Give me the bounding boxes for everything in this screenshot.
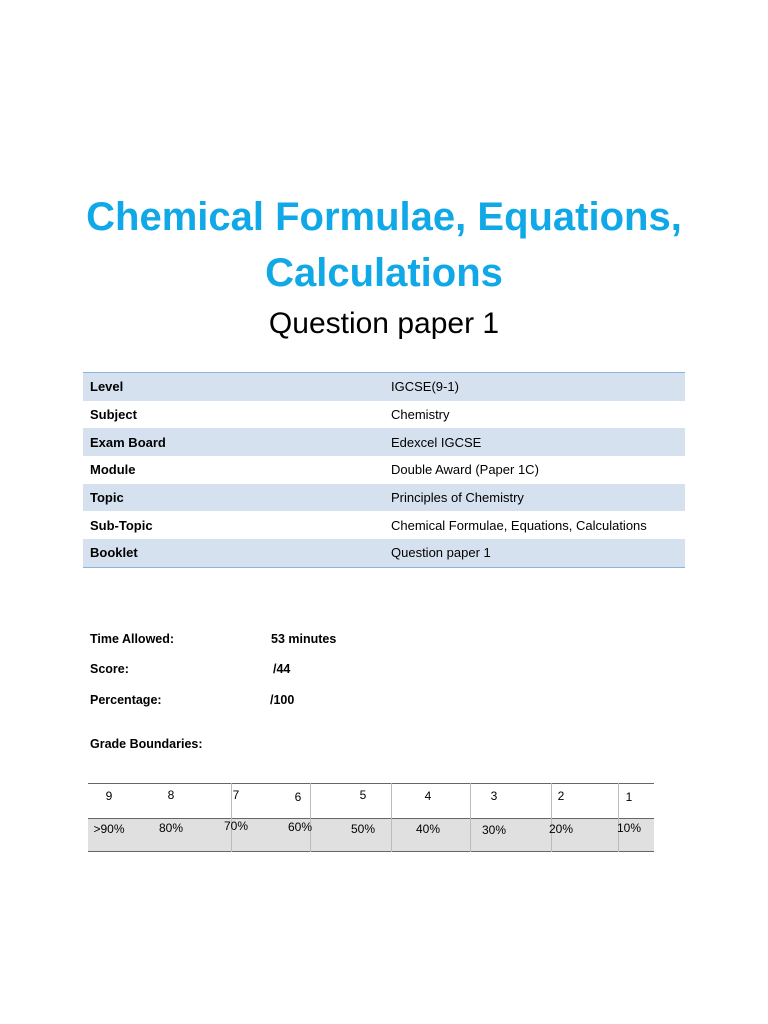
- info-row: [83, 456, 685, 484]
- document-title: Chemical Formulae, Equations,: [86, 195, 682, 239]
- info-row: [83, 484, 685, 512]
- percent-cell: 20%: [548, 822, 574, 836]
- score-value: /44: [273, 662, 291, 676]
- info-table: [83, 372, 685, 568]
- grade-cell: 7: [232, 788, 240, 802]
- percent-cell: 10%: [616, 821, 642, 835]
- document-subtitle: Question paper 1: [268, 307, 500, 340]
- grade-cell: 3: [490, 789, 498, 803]
- grade-cell: 4: [424, 789, 432, 803]
- grade-cell: 2: [557, 789, 565, 803]
- info-value: Question paper 1: [384, 539, 685, 567]
- info-row: [83, 511, 685, 539]
- info-value: Chemistry: [391, 407, 450, 423]
- info-label: Sub-Topic: [90, 517, 153, 533]
- table-rule: [88, 818, 654, 819]
- percent-cell: 50%: [350, 822, 376, 836]
- percent-cell: >90%: [93, 822, 125, 836]
- info-label: Level: [83, 373, 384, 401]
- percentage-label: Percentage:: [90, 693, 162, 707]
- info-label: Booklet: [83, 539, 384, 567]
- percentage-value: /100: [270, 693, 295, 707]
- info-value: Edexcel IGCSE: [384, 428, 685, 456]
- time-allowed-label: Time Allowed:: [90, 632, 175, 646]
- info-row: [83, 428, 685, 456]
- info-value: Principles of Chemistry: [384, 484, 685, 512]
- time-allowed-value: 53 minutes: [271, 632, 337, 646]
- percent-cell: 70%: [223, 819, 249, 833]
- info-row: [83, 401, 685, 429]
- percent-cell: 80%: [158, 821, 184, 835]
- info-row: [83, 539, 685, 567]
- grade-boundaries-table: [88, 783, 654, 852]
- info-label: Subject: [90, 407, 137, 423]
- table-rule: [88, 851, 654, 852]
- info-value: IGCSE(9-1): [384, 373, 685, 401]
- info-label: Exam Board: [83, 428, 384, 456]
- percent-cell: 30%: [481, 823, 507, 837]
- info-row: [83, 373, 685, 401]
- percent-cell: 60%: [287, 820, 313, 834]
- grade-cell: 5: [359, 788, 367, 802]
- percent-cell: 40%: [415, 822, 441, 836]
- info-value: Double Award (Paper 1C): [391, 462, 539, 478]
- score-label: Score:: [90, 662, 129, 676]
- grade-cell: 8: [167, 788, 175, 802]
- info-label: Topic: [83, 484, 384, 512]
- table-rule: [88, 783, 654, 784]
- info-value: Chemical Formulae, Equations, Calculations: [391, 517, 647, 533]
- grade-cell: 1: [625, 790, 633, 804]
- info-label: Module: [90, 462, 136, 478]
- grade-cell: 6: [294, 790, 302, 804]
- document-title-continued: Calculations: [265, 251, 503, 295]
- grade-cell: 9: [105, 789, 113, 803]
